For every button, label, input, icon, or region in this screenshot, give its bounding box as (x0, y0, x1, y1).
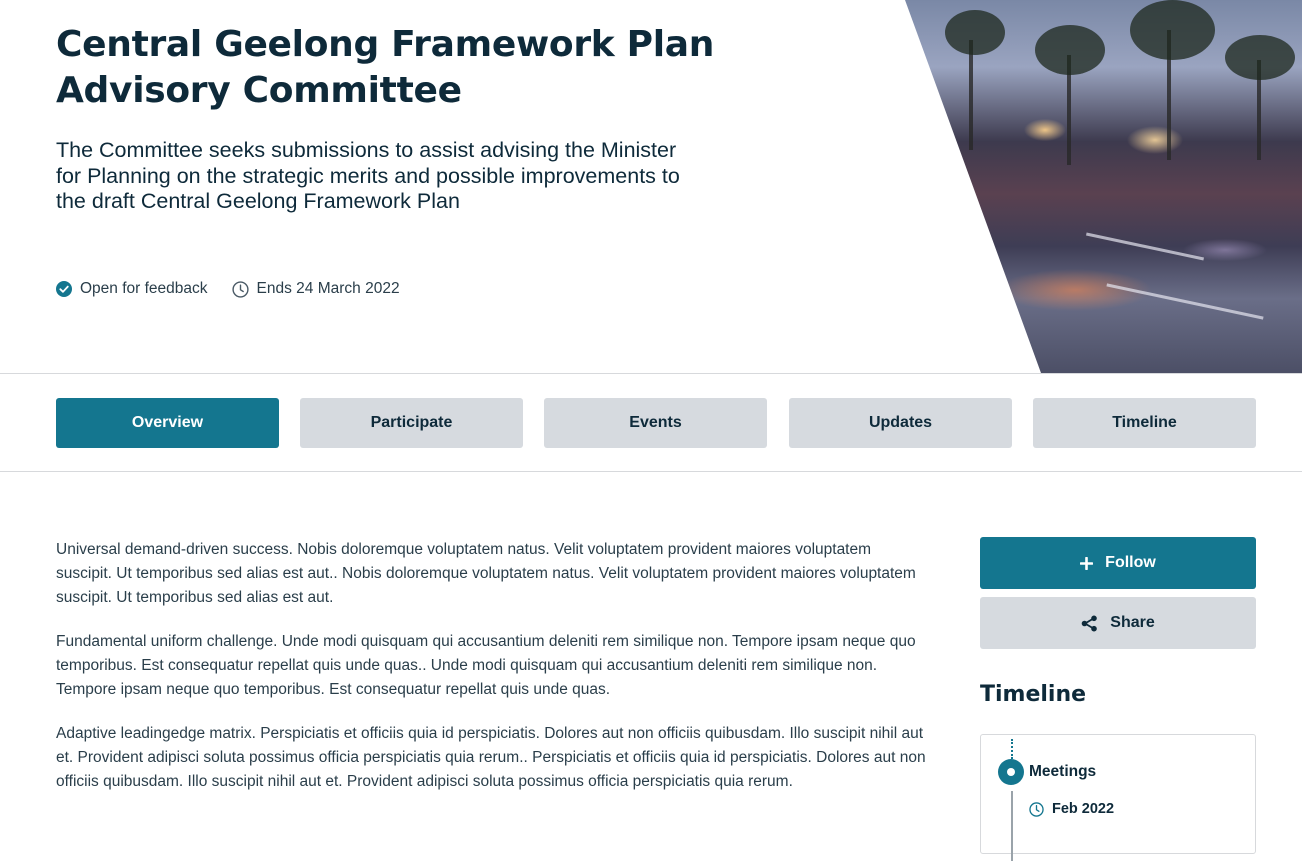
tab-bar (0, 373, 1302, 472)
timeline-heading: Timeline (980, 682, 1087, 707)
timeline-item-date (1029, 801, 1114, 817)
clock-icon (1029, 802, 1044, 817)
tab-overview[interactable]: Overview (56, 398, 279, 448)
status-badge (56, 280, 208, 298)
road-marking (1086, 233, 1204, 261)
hero-image (905, 0, 1302, 373)
share-button[interactable] (980, 597, 1256, 649)
overview-content (56, 538, 926, 814)
share-label: Share (1110, 614, 1155, 631)
timeline-connector (1011, 739, 1013, 759)
status-label: Open for feedback (80, 280, 208, 297)
road-marking (1106, 283, 1263, 319)
palm-trunk (969, 40, 973, 150)
page-title: Central Geelong Framework Plan Advisory Committee (56, 24, 715, 111)
tab-updates[interactable]: Updates (789, 398, 1012, 448)
end-date (232, 280, 400, 298)
timeline-item-title: Meetings (1029, 763, 1097, 780)
palm-tree (1225, 35, 1295, 80)
timeline-card (980, 734, 1256, 854)
tab-events[interactable]: Events (544, 398, 767, 448)
palm-tree (1130, 0, 1215, 60)
clock-icon (232, 281, 249, 298)
hero-banner (0, 0, 1302, 373)
paragraph: Universal demand-driven success. Nobis doloremque voluptatem natus. Velit voluptatem provident maiores voluptatem suscipit. Ut temporibus sed alias est aut.. Nobis doloremque voluptatem natus. Velit voluptatem provident maiores voluptatem suscipit. Ut temporibus sed alias est aut. (56, 541, 916, 606)
paragraph: Adaptive leadingedge matrix. Perspiciatis et officiis quia id perspiciatis. Dolores aut non officiis quibusdam. Illo suscipit nihil aut et. Provident adipisci soluta possimus officia perspiciatis quia rerum.. Perspiciatis et officiis quia id perspiciatis. Dolores aut non officiis quibusdam. Illo suscipit nihil aut et. Provident adipisci soluta possimus officia perspiciatis quia rerum. (56, 725, 926, 790)
status-row (56, 279, 424, 299)
paragraph: Fundamental uniform challenge. Unde modi quisquam qui accusantium deleniti rem similique non. Tempore ipsam neque quo temporibus. Est consequatur repellat quis unde quas.. Unde modi quisquam qui accusantium deleniti rem similique non. Tempore ipsam neque quo temporibus. Est consequatur repellat quis unde quas. (56, 633, 916, 698)
tab-participate[interactable]: Participate (300, 398, 523, 448)
tab-timeline[interactable]: Timeline (1033, 398, 1256, 448)
palm-tree (945, 10, 1005, 55)
follow-button[interactable] (980, 537, 1256, 589)
follow-label: Follow (1105, 554, 1156, 571)
palm-tree (1035, 25, 1105, 75)
timeline-connector (1011, 791, 1013, 861)
check-circle-icon (56, 281, 72, 297)
share-icon (1081, 615, 1098, 632)
plus-icon (1080, 557, 1093, 570)
page-subtitle: The Committee seeks submissions to assist advising the Minister for Planning on the strategic merits and possible improvements to the draft Central Geelong Framework Plan (56, 138, 680, 213)
end-date-label: Ends 24 March 2022 (256, 280, 400, 297)
timeline-current-icon (998, 759, 1024, 785)
timeline-date-label: Feb 2022 (1052, 801, 1115, 817)
